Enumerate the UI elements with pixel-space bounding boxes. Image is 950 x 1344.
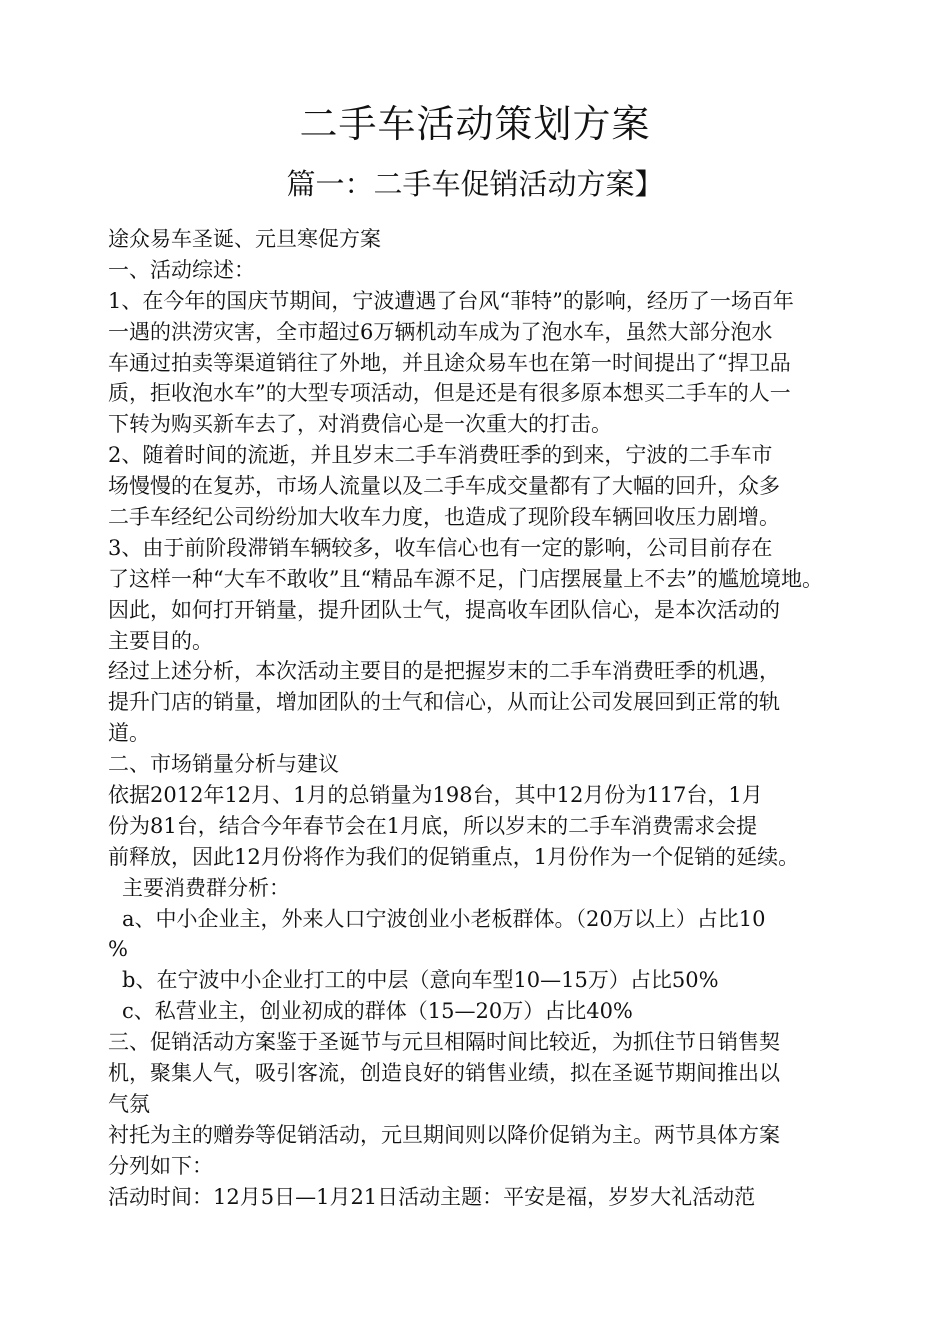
text-line: 依据2012年12月、1月的总销量为198台，其中12月份为117台，1月 bbox=[108, 783, 763, 808]
section-heading: 一、活动综述： bbox=[108, 257, 255, 282]
text-line: 衬托为主的赠券等促销活动，元旦期间则以降价促销为主。两节具体方案 bbox=[108, 1122, 780, 1147]
text-line: 机，聚集人气，吸引客流，创造良好的销售业绩，拟在圣诞节期间推出以 bbox=[108, 1061, 780, 1086]
text-line: 2、随着时间的流逝，并且岁末二手车消费旺季的到来，宁波的二手车市 bbox=[108, 443, 773, 468]
text-line: 份为81台，结合今年春节会在1月底，所以岁末的二手车消费需求会提 bbox=[108, 813, 758, 838]
document-body bbox=[108, 224, 898, 1213]
text-line: 前释放，因此12月份将作为我们的促销重点，1月份作为一个促销的延续。 bbox=[108, 844, 800, 869]
list-item: b、在宁波中小企业打工的中层（意向车型10—15万）占比50% bbox=[122, 968, 719, 993]
text-line: 车通过拍卖等渠道销往了外地，并且途众易车也在第一时间提出了“捍卫品 bbox=[108, 350, 791, 375]
text-line: 下转为购买新车去了，对消费信心是一次重大的打击。 bbox=[108, 412, 612, 437]
document-title: 二手车活动策划方案 bbox=[299, 102, 651, 146]
document-subtitle: 篇一：二手车促销活动方案】 bbox=[286, 167, 664, 201]
text-line: 提升门店的销量，增加团队的士气和信心，从而让公司发展回到正常的轨 bbox=[108, 690, 780, 715]
section-heading: 二、市场销量分析与建议 bbox=[108, 752, 339, 777]
list-item: a、中小企业主，外来人口宁波创业小老板群体。（20万以上）占比10 bbox=[122, 906, 766, 931]
text-line: 主要目的。 bbox=[108, 628, 213, 653]
text-line: 分列如下： bbox=[108, 1153, 213, 1178]
text-line: 因此，如何打开销量，提升团队士气，提高收车团队信心，是本次活动的 bbox=[108, 597, 780, 622]
text-line: 场慢慢的在复苏，市场人流量以及二手车成交量都有了大幅的回升，众多 bbox=[108, 474, 780, 499]
text-line: 二手车经纪公司纷纷加大收车力度，也造成了现阶段车辆回收压力剧增。 bbox=[108, 505, 780, 530]
section-heading: 三、促销活动方案鉴于圣诞节与元旦相隔时间比较近，为抓住节日销售契 bbox=[108, 1030, 780, 1055]
text-line: 经过上述分析，本次活动主要目的是把握岁末的二手车消费旺季的机遇， bbox=[108, 659, 780, 684]
text-line: 活动时间：12月5日—1月21日活动主题：平安是福，岁岁大礼活动范 bbox=[108, 1184, 756, 1209]
text-line: % bbox=[108, 937, 128, 962]
text-line: 一遇的洪涝灾害，全市超过6万辆机动车成为了泡水车，虽然大部分泡水 bbox=[108, 319, 773, 344]
list-item: c、私营业主，创业初成的群体（15—20万）占比40% bbox=[122, 999, 633, 1024]
text-line: 1、在今年的国庆节期间，宁波遭遇了台风“菲特”的影响，经历了一场百年 bbox=[108, 288, 794, 313]
text-line: 途众易车圣诞、元旦寒促方案 bbox=[108, 227, 381, 251]
text-line: 气氛 bbox=[108, 1091, 150, 1116]
sub-heading: 主要消费群分析： bbox=[122, 875, 290, 900]
text-line: 3、由于前阶段滞销车辆较多，收车信心也有一定的影响，公司目前存在 bbox=[108, 535, 773, 560]
text-line: 质，拒收泡水车”的大型专项活动，但是还是有很多原本想买二手车的人一 bbox=[108, 381, 791, 406]
text-line: 道。 bbox=[108, 721, 150, 746]
text-line: 了这样一种“大车不敢收”且“精品车源不足，门店摆展量上不去”的尴尬境地。 bbox=[108, 566, 823, 591]
